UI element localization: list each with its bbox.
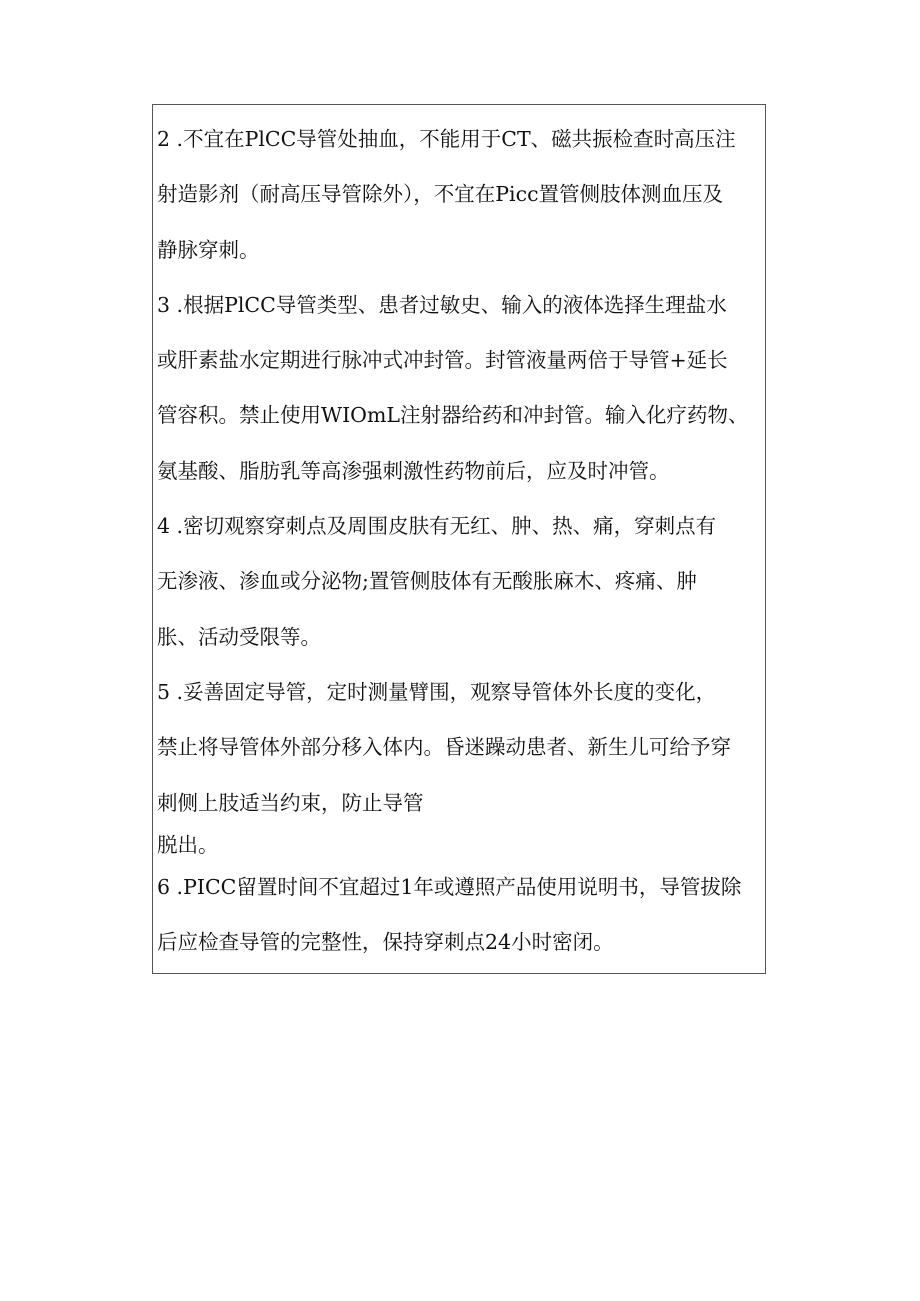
text-line: 后应检查导管的完整性，保持穿刺点24小时密闭。: [157, 929, 614, 954]
text-line: 脱出。: [157, 832, 219, 857]
text-line: 胀、活动受限等。: [157, 624, 321, 649]
text-line: 5 .妥善固定导管，定时测量臂围，观察导管体外长度的变化，: [157, 679, 717, 704]
text-line: 2 .不宜在PlCC导管处抽血，不能用于CT、磁共振检查时高压注: [157, 127, 736, 151]
text-line: 无渗液、渗血或分泌物;置管侧肢体有无酸胀麻木、疼痛、肿: [157, 569, 697, 594]
text-line: 4 .密切观察穿刺点及周围皮肤有无红、肿、热、痛，穿刺点有: [157, 514, 717, 539]
text-line: 静脉穿刺。: [157, 237, 260, 262]
text-line: 射造影剂（耐高压导管除外），不宜在Picc置管侧肢体测血压及: [157, 182, 724, 207]
text-line: 刺侧上肢适当约束，防止导管: [157, 790, 424, 815]
document-table-cell: [152, 104, 766, 974]
text-line: 氨基酸、脂肪乳等高渗强刺激性药物前后，应及时冲管。: [157, 458, 670, 483]
text-line: 或肝素盐水定期进行脉冲式冲封管。封管液量两倍于导管+延长: [157, 348, 728, 373]
text-line: 6 .PICC留置时间不宜超过1年或遵照产品使用说明书，导管拔除: [157, 874, 742, 899]
text-line: 禁止将导管体外部分移入体内。昏迷躁动患者、新生儿可给予穿: [157, 735, 731, 760]
text-line: 管容积。禁止使用WIOmL注射器给药和冲封管。输入化疗药物、: [157, 403, 749, 428]
text-line: 3 .根据PlCC导管类型、患者过敏史、输入的液体选择生理盐水: [157, 292, 727, 317]
